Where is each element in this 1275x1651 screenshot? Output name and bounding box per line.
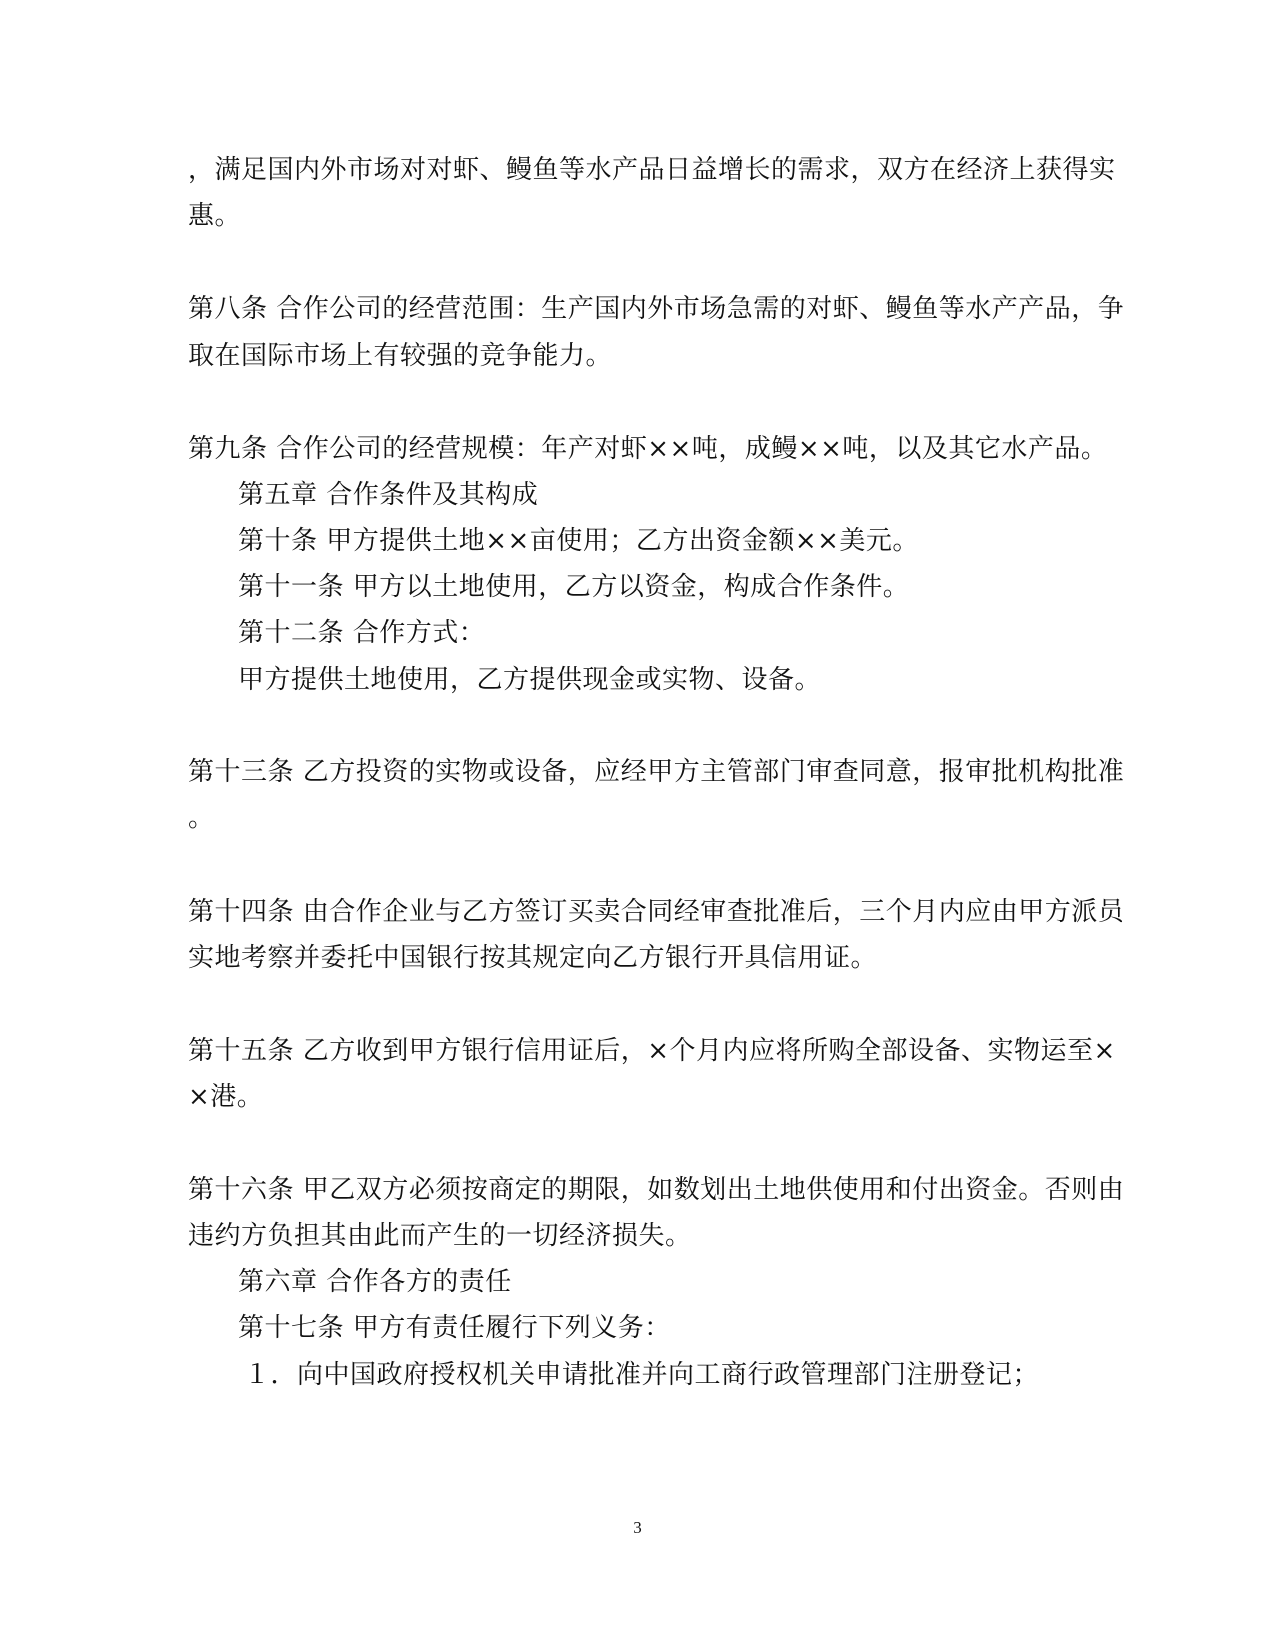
text-line: ，满足国内外市场对对虾、鳗鱼等水产品日益增长的需求，双方在经济上获得实 — [188, 155, 1116, 185]
chapter-5-heading: 第五章 合作条件及其构成 — [238, 480, 539, 510]
article-15: 第十五条 乙方收到甲方银行信用证后，×个月内应将所购全部设备、实物运至× — [188, 1036, 1116, 1066]
text-line: 违约方负担其由此而产生的一切经济损失。 — [188, 1221, 692, 1251]
article-9: 第九条 合作公司的经营规模：年产对虾××吨，成鳗××吨，以及其它水产品。 — [188, 434, 1108, 464]
article-14: 第十四条 由合作企业与乙方签订买卖合同经审查批准后，三个月内应由甲方派员 — [188, 897, 1125, 927]
article-8: 第八条 合作公司的经营范围：生产国内外市场急需的对虾、鳗鱼等水产产品，争 — [188, 294, 1125, 324]
article-17: 第十七条 甲方有责任履行下列义务： — [238, 1313, 671, 1343]
text-line: 取在国际市场上有较强的竞争能力。 — [188, 341, 613, 371]
article-12: 第十二条 合作方式： — [238, 618, 486, 648]
article-13: 第十三条 乙方投资的实物或设备，应经甲方主管部门审查同意，报审批机构批准 — [188, 757, 1125, 787]
text-line: 甲方提供土地使用，乙方提供现金或实物、设备。 — [238, 665, 822, 695]
article-11: 第十一条 甲方以土地使用，乙方以资金，构成合作条件。 — [238, 572, 910, 602]
article-16: 第十六条 甲乙双方必须按商定的期限，如数划出土地供使用和付出资金。否则由 — [188, 1175, 1125, 1205]
page-number: 3 — [633, 1518, 642, 1537]
text-line: 实地考察并委托中国银行按其规定向乙方银行开具信用证。 — [188, 943, 878, 973]
text-line: 惠。 — [188, 201, 242, 231]
list-item: １．向中国政府授权机关申请批准并向工商行政管理部门注册登记； — [244, 1360, 1040, 1390]
chapter-6-heading: 第六章 合作各方的责任 — [238, 1267, 512, 1297]
text-line: ×港。 — [188, 1082, 264, 1112]
text-line: 。 — [188, 803, 215, 833]
article-10: 第十条 甲方提供土地××亩使用；乙方出资金额××美元。 — [238, 526, 919, 556]
